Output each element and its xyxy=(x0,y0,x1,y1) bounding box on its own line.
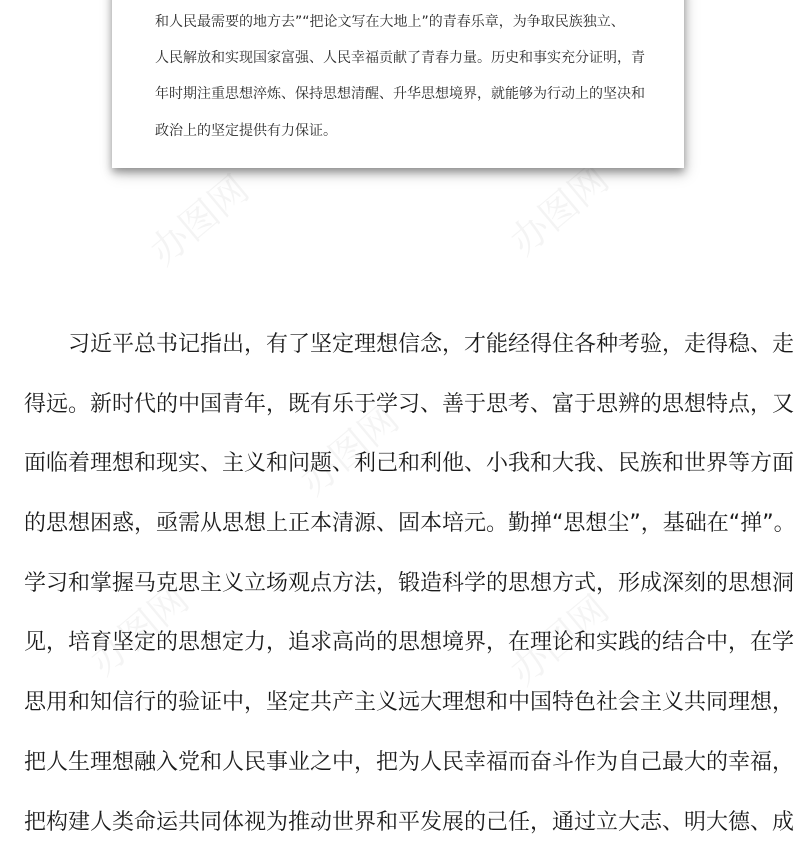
body-line: 思用和知信行的验证中，坚定共产主义远大理想和中国特色社会主义共同理想， xyxy=(24,680,784,740)
quote-card-line: 人民解放和实现国家富强、人民幸福贡献了青春力量。历史和事实充分证明，青 xyxy=(155,40,664,76)
body-line: 习近平总书记指出，有了坚定理想信念，才能经得住各种考验，走得稳、走 xyxy=(24,322,784,382)
quote-card-line: 和人民最需要的地方去”“把论文写在大地上”的青春乐章，为争取民族独立、 xyxy=(155,4,664,40)
body-line: 学习和掌握马克思主义立场观点方法，锻造科学的思想方式，形成深刻的思想洞 xyxy=(24,561,784,621)
watermark: 办图网 xyxy=(286,390,409,505)
body-line: 的思想困惑，亟需从思想上正本清源、固本培元。勤掸“思想尘”，基础在“掸”。 xyxy=(24,501,784,561)
watermark: 办图网 xyxy=(496,150,619,265)
quote-card xyxy=(112,0,684,168)
body-line: 面临着理想和现实、主义和问题、利己和利他、小我和大我、民族和世界等方面 xyxy=(24,441,784,501)
watermark: 办图网 xyxy=(136,160,259,275)
quote-card-line: 年时期注重思想淬炼、保持思想清醒、升华思想境界，就能够为行动上的坚决和 xyxy=(155,76,664,112)
article-body xyxy=(24,322,784,859)
body-line: 见，培育坚定的思想定力，追求高尚的思想境界，在理论和实践的结合中，在学 xyxy=(24,620,784,680)
body-line: 把构建人类命运共同体视为推动世界和平发展的己任，通过立大志、明大德、成 xyxy=(24,800,784,859)
quote-card-line: 政治上的坚定提供有力保证。 xyxy=(155,113,664,149)
body-line: 把人生理想融入党和人民事业之中，把为人民幸福而奋斗作为自己最大的幸福， xyxy=(24,740,784,800)
watermark: 办图网 xyxy=(496,580,619,695)
body-line: 得远。新时代的中国青年，既有乐于学习、善于思考、富于思辨的思想特点，又 xyxy=(24,382,784,442)
watermark: 办图网 xyxy=(76,570,199,685)
